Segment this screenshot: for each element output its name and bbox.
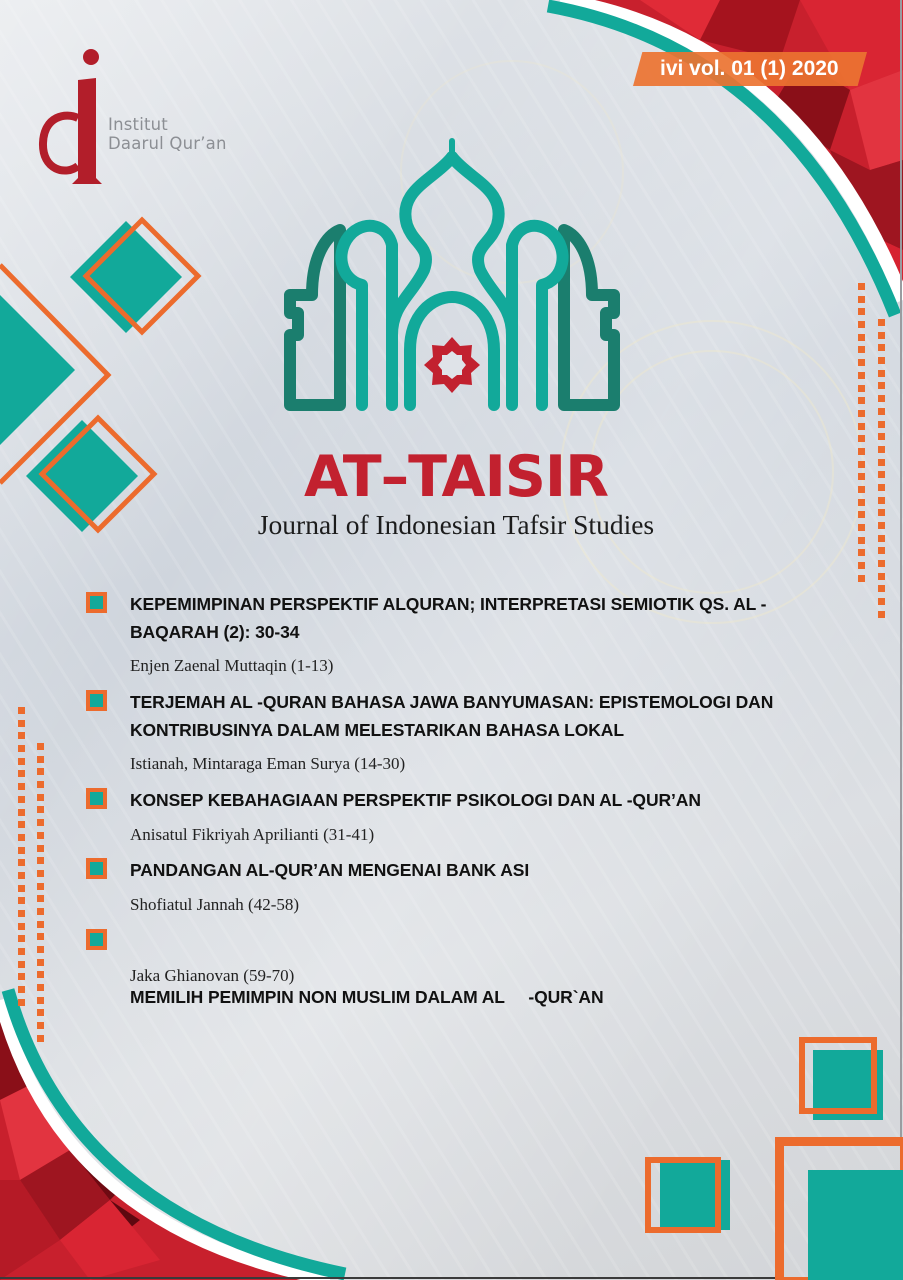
square-bullet-icon bbox=[86, 690, 107, 711]
square-bullet-icon bbox=[86, 858, 107, 879]
dotted-line-left-1 bbox=[18, 707, 26, 1012]
article-author: Jaka Ghianovan (59-70) bbox=[130, 966, 295, 985]
article-title-line: KONSEP KEBAHAGIAAN PERSPEKTIF PSIKOLOGI DAN AL -QUR’AN bbox=[130, 790, 701, 810]
article-author: Shofiatul Jannah (42-58) bbox=[130, 895, 300, 914]
journal-title: AT–TAISIR bbox=[304, 444, 608, 510]
dotted-line-left-2 bbox=[37, 743, 45, 1048]
square-decorations-bottom-right bbox=[630, 1030, 903, 1280]
article-author: Enjen Zaenal Muttaqin (1-13) bbox=[130, 656, 334, 675]
article-title[interactable] bbox=[130, 590, 850, 646]
article-author: Istianah, Mintaraga Eman Surya (14-30) bbox=[130, 754, 406, 773]
square-bullet-icon bbox=[86, 929, 107, 950]
diamond-decorations-left bbox=[0, 215, 220, 545]
article-title-line: MEMILIH PEMIMPIN NON MUSLIM DALAM AL -QUR`AN bbox=[130, 987, 604, 1007]
dotted-line-right-2 bbox=[878, 319, 886, 624]
article-title[interactable] bbox=[130, 786, 850, 814]
qi-logo-icon bbox=[38, 48, 108, 188]
institute-name-line1: Institut bbox=[108, 115, 168, 134]
article-title[interactable] bbox=[130, 688, 850, 744]
article-title[interactable] bbox=[130, 927, 850, 1067]
article-title-line: KEPEMIMPINAN PERSPEKTIF ALQURAN; INTERPRETASI SEMIOTIK QS. AL - bbox=[130, 594, 767, 614]
article-title-line: KONTRIBUSINYA DALAM MELESTARIKAN BAHASA LOKAL bbox=[130, 720, 624, 740]
article-title[interactable] bbox=[130, 856, 850, 884]
article-author: Anisatul Fikriyah Aprilianti (31-41) bbox=[130, 825, 375, 844]
institute-name-line2: Daarul Qur’an bbox=[108, 134, 227, 153]
article-title-line: TERJEMAH AL -QURAN BAHASA JAWA BANYUMASAN: EPISTEMOLOGI DAN bbox=[130, 692, 774, 712]
mosque-logo-icon bbox=[282, 135, 622, 435]
issue-label: ivi vol. 01 (1) 2020 bbox=[660, 57, 839, 80]
square-bullet-icon bbox=[86, 788, 107, 809]
institute-name bbox=[108, 115, 227, 153]
star-icon bbox=[424, 337, 480, 393]
article-title-line: BAQARAH (2): 30-34 bbox=[130, 622, 300, 642]
journal-subtitle: Journal of Indonesian Tafsir Studies bbox=[257, 509, 655, 540]
square-bullet-icon bbox=[86, 592, 107, 613]
dotted-line-right-1 bbox=[858, 283, 866, 588]
article-title-line: PANDANGAN AL-QUR’AN MENGENAI BANK ASI bbox=[130, 860, 530, 880]
